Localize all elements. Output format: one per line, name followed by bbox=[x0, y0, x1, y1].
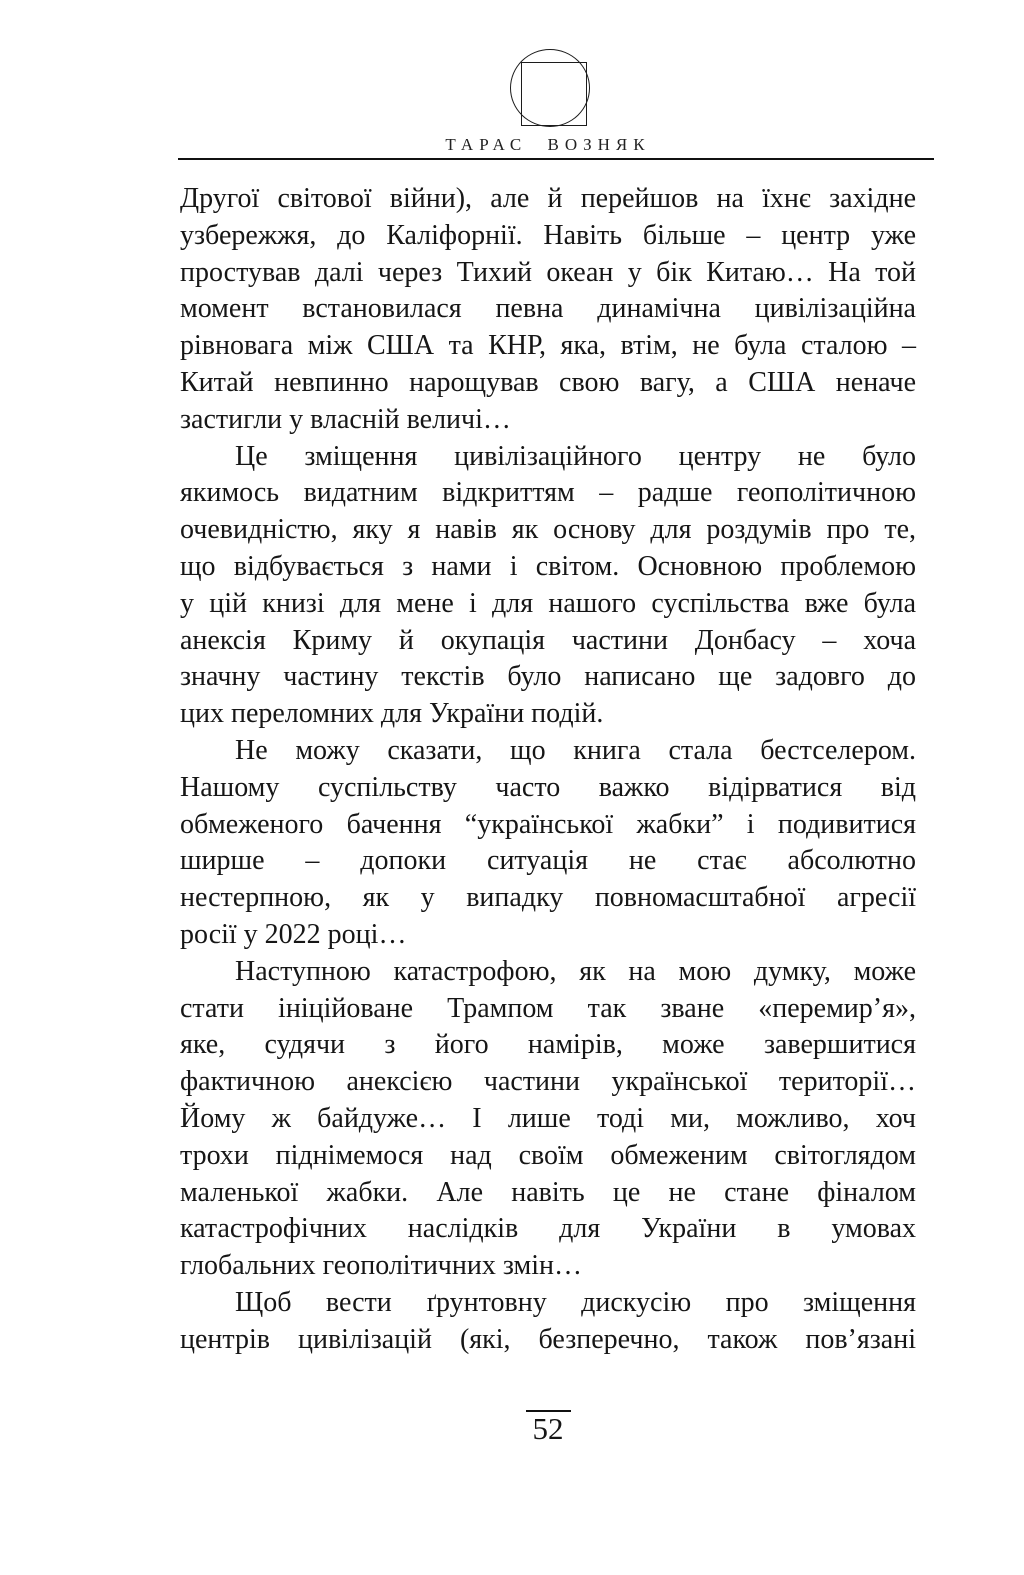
text-line: Щоб вести ґрунтовну дискусію про зміщення bbox=[235, 1286, 916, 1318]
square-icon bbox=[521, 62, 587, 126]
text-line: анексія Криму й окупація частини Донбасу – хоча bbox=[180, 624, 916, 656]
page-footer bbox=[178, 1410, 918, 1444]
text-line: Нашому суспільству часто важко відірватися від bbox=[180, 771, 916, 803]
text-line: застигли у власній величі… bbox=[180, 403, 511, 435]
text-line: якимось видатним відкриттям – радше геополітичною bbox=[180, 477, 916, 509]
text-line: у цій книзі для мене і для нашого суспільства вже була bbox=[180, 587, 916, 619]
text-line: цих переломних для України подій. bbox=[180, 698, 604, 730]
text-line: Наступною катастрофою, як на мою думку, може bbox=[235, 955, 916, 987]
header-rule bbox=[178, 158, 934, 160]
text-line: нестерпною, як у випадку повномасштабної агресії bbox=[180, 882, 916, 914]
text-line: узбережжя, до Каліфорнії. Навіть більше – центр уже bbox=[180, 219, 916, 251]
publisher-logo bbox=[510, 49, 594, 129]
text-line: рівновага між США та КНР, яка, втім, не була сталою – bbox=[180, 330, 916, 362]
page-number: 52 bbox=[526, 1410, 571, 1444]
text-line: Китай невпинно нарощував свою вагу, а США неначе bbox=[180, 366, 916, 398]
text-line: яке, судячи з його намірів, може завершитися bbox=[180, 1029, 916, 1061]
text-line: росії у 2022 році… bbox=[180, 918, 407, 950]
text-line: ширше – допоки ситуація не стає абсолютно bbox=[180, 845, 916, 877]
text-line: Другої світової війни), але й перейшов на їхнє західне bbox=[180, 183, 916, 214]
text-line: Це зміщення цивілізаційного центру не було bbox=[235, 440, 916, 472]
text-line: глобальних геополітичних змін… bbox=[180, 1250, 582, 1282]
text-line: трохи піднімемося над своїм обмеженим світоглядом bbox=[180, 1139, 916, 1171]
text-line: значну частину текстів було написано ще задовго до bbox=[180, 661, 916, 693]
text-line: момент встановилася певна динамічна цивілізаційна bbox=[180, 293, 916, 325]
text-line: центрів цивілізацій (які, безперечно, також пов’язані bbox=[180, 1323, 916, 1355]
running-header-author: ТАРАС ВОЗНЯК bbox=[445, 135, 651, 154]
text-line: обмеженого бачення “української жабки” і подивитися bbox=[180, 808, 916, 840]
text-line: очевидністю, яку я навів як основу для роздумів про те, bbox=[180, 514, 916, 546]
text-line: маленької жабки. Але навіть це не стане фіналом bbox=[180, 1176, 916, 1208]
body-text bbox=[180, 181, 916, 1359]
text-line: простував далі через Тихий океан у бік Китаю… На той bbox=[180, 256, 916, 288]
text-line: що відбувається з нами і світом. Основною проблемою bbox=[180, 550, 916, 582]
text-line: Йому ж байдуже… І лише тоді ми, можливо, хоч bbox=[180, 1102, 916, 1134]
text-line: стати ініційоване Трампом так зване «перемир’я», bbox=[180, 992, 916, 1024]
text-line: Не можу сказати, що книга стала бестселером. bbox=[235, 734, 916, 766]
text-line: катастрофічних наслідків для України в умовах bbox=[180, 1213, 916, 1245]
text-line: фактичною анексією частини української території… bbox=[180, 1066, 916, 1098]
